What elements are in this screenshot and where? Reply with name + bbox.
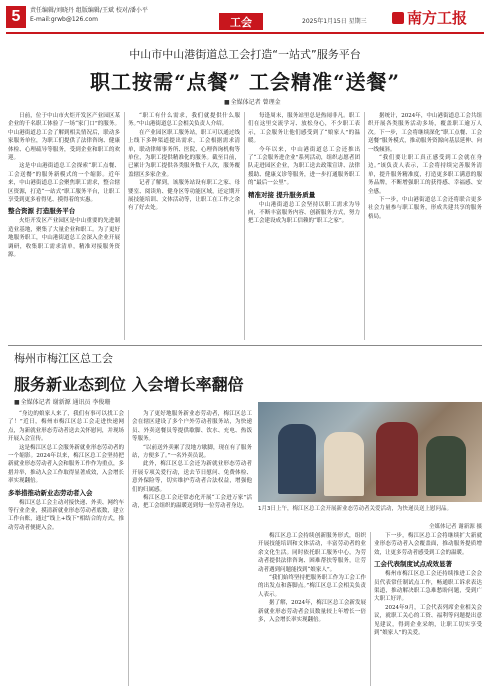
paragraph: 下一步，中山港街道总工会还将联合更多社会力量参与职工服务，形成共建共享的服务格局。 <box>368 197 482 220</box>
article1-column-2 <box>128 112 240 340</box>
article1-column-3 <box>248 112 360 340</box>
photo-caption: 1月3日上午，梅江区总工会开展新业态劳动者关爱活动，为快递员送上慰问品。 <box>258 506 453 512</box>
paragraph: 在产业园区职工服务站，职工可以通过线上线下多种渠道提出需求，工会根据需求清单，联动律师事务所、医院、心理咨询机构等单位，为职工提供精准化的服务。截至目前，已累计为职工提供各类服务数千人次，服务覆盖辖区多家企业。 <box>128 129 240 178</box>
photo-figure <box>426 436 466 496</box>
paragraph: 2024年9月，工会代表列席企业相关会议，就职工关心的工资、福利等问题提出意见建议，得到企业采纳，让职工切实享受到“娘家人”的关爱。 <box>374 604 482 637</box>
photo-figure <box>324 432 364 496</box>
article2-kicker: 梅州市梅江区总工会 <box>14 352 113 365</box>
paragraph: 每逢周末，服务站里总是热闹非凡。职工们在这里交流学习、放松身心，不少职工表示，工会服务让他们感受到了“娘家人”的温暖。 <box>248 113 360 145</box>
paragraph: “我们要让职工真正感受到工会就在身边。”该负责人表示，工会将持续完善服务清单，提升服务精准度，打造更多职工满意的服务品牌，不断增强职工的获得感、幸福感、安全感。 <box>368 155 482 195</box>
paragraph: 这是梅江区总工会服务新就业形态劳动者的一个缩影。2024年以来，梅江区总工会坚持把新就业形态劳动者入会和服务工作作为重点，多措并举，推动入会工作取得显著成效，入会增长率实现翻倍。 <box>8 444 124 485</box>
photo-figure <box>376 422 418 496</box>
article2-column-1 <box>8 410 124 686</box>
article2-column-4 <box>374 532 482 686</box>
article2-subheading-1: 多举措推动新业态劳动者入会 <box>8 488 93 497</box>
masthead <box>0 0 490 36</box>
article1-byline: ■ 全媒体记者 曾理金 <box>224 97 281 106</box>
paragraph: “以前送外卖累了没地方歇脚，现在有了服务站，方便多了。”一名外卖员说。 <box>132 444 252 460</box>
page-number: 5 <box>6 6 26 28</box>
paragraph: “我们始终坚持把服务职工作为工会工作的出发点和落脚点。”梅江区总工会相关负责人表示。 <box>258 575 366 598</box>
article-separator <box>8 345 482 346</box>
paragraph: 这是中山港街道总工会探索“职工点餐、工会送餐”的服务新模式的一个缩影。近年来，中山港街道总工会聚焦职工需求，整合辖区资源，打造“一站式”职工服务平台，让职工享受到更多看得见、摸得着的实惠。 <box>8 163 120 204</box>
column-divider <box>244 112 245 340</box>
paragraph: “职工有什么需求，我们就提供什么服务。”中山港街道总工会相关负责人介绍。 <box>128 113 240 128</box>
paragraph: 为了更好地服务新业态劳动者，梅江区总工会在辖区建设了多个户外劳动者服务站，为快递员、外卖送餐员等提供歇脚、饮水、充电、热饭等服务。 <box>132 411 252 443</box>
paragraph: 今年以来，中山港街道总工会还推出了“工会服务进企业”系列活动，组织志愿者团队走进园区企业，为职工送去政策宣讲、法律援助、健康义诊等服务，进一步打通服务职工的“最后一公里”。 <box>248 146 360 187</box>
photo-credit: 全媒体记者 谢新源 摄 <box>429 524 482 530</box>
paragraph: 此外，梅江区总工会还为新就业形态劳动者开展专项关爱行动，送去节日慰问、免费体检、意外保险等，切实维护劳动者合法权益，增强他们的归属感。 <box>132 461 252 493</box>
article2-column-2 <box>132 410 252 686</box>
paragraph: “身边的娘家人来了，我们有事可以找工会了！”近日，梅州市梅江区总工会走进快递网点，为新就业形态劳动者送去关怀慰问，并现场开展入会宣传。 <box>8 411 124 443</box>
issue-date: 2025年1月15日 星期三 <box>302 18 367 25</box>
article1-kicker: 中山市中山港街道总工会打造“一站式”服务平台 <box>129 48 361 61</box>
logo-icon <box>392 12 404 24</box>
paragraph: 梅江区总工会主动对接快递、外卖、网约车等行业企业，摸清新就业形态劳动者底数，建立工作台账，通过“线上+线下”相结合的方式，推动劳动者便捷入会。 <box>8 499 124 531</box>
article2-subheading-2: 工会代表制度试点成效显著 <box>374 560 452 569</box>
article1-headline: 职工按需“点餐” 工会精准“送餐” <box>90 70 400 94</box>
logo-text: 南方工报 <box>407 9 468 27</box>
column-divider <box>128 410 129 686</box>
paragraph: 记者了解到，该服务站设有职工之家、母婴室、阅读角、健身区等功能区域，还定期开展技能培训、文体活动等，让职工在工作之余有了好去处。 <box>128 180 240 212</box>
editor-credits: 责任编辑/刘晓丹 组版编辑/王斌 校对/潘小平 E-mail:grwb@126.com <box>30 7 148 23</box>
paragraph: 梅江区总工会还常态化开展“工会进万家”活动，把工会组织的温暖送到每一位劳动者身边。 <box>132 495 252 510</box>
paragraph: 据统计，2024年，中山港街道总工会共组织开展各类服务活动多场，覆盖职工逾万人次。下一步，工会将继续深化“职工点餐、工会送餐”服务模式，推动服务资源向基层延伸、向一线倾斜。 <box>368 113 482 153</box>
paragraph: 梅江区总工会持续创新服务形式，组织开展技能培训和文体活动，丰富劳动者的业余文化生活。同时依托职工服务中心，为劳动者提供法律咨询、困难帮扶等服务，让劳动者遇到问题能找到“娘家人”。 <box>258 533 366 573</box>
photo-figure <box>278 424 316 494</box>
article2-column-3 <box>258 532 366 686</box>
paragraph: 火炬开发区产业园区是中山重要的先进制造业基地，聚集了大量企业和职工。为了更好地服务职工，中山港街道总工会深入企业开展调研，收集职工需求清单，精准对接服务资源。 <box>8 218 120 259</box>
paragraph: 日前，位于中山市火炬开发区产业园区某企业的千名职工体验了一场“家门口”的服务。中山港街道总工会了解到相关情况后，联动多家服务单位，为职工们提供了法律咨询、健康体检、心理疏导等服务，受到企业和职工的欢迎。 <box>8 113 120 162</box>
paragraph: 据了解，2024年，梅江区总工会新发展新就业形态劳动者会员数量较上年增长一倍多，入会增长率实现翻倍。 <box>258 600 366 624</box>
section-label: 工会 <box>219 13 263 30</box>
newspaper-logo <box>392 7 467 28</box>
paragraph: 中山港街道总工会坚持以职工需求为导向，不断丰富服务内容、创新服务方式，努力把工会建设成为职工信赖的“职工之家”。 <box>248 201 360 225</box>
news-photo <box>258 402 482 502</box>
article2-headline: 服务新业态到位 入会增长率翻倍 <box>14 375 244 394</box>
paragraph: 下一步，梅江区总工会将继续扩大新就业形态劳动者入会覆盖面，推动服务提质增效，让更多劳动者感受到工会的温暖。 <box>374 533 482 556</box>
article1-column-4 <box>368 112 482 340</box>
masthead-rule <box>6 32 484 34</box>
paragraph: 梅州市梅江区总工会还持续推进工会会员代表常任制试点工作，畅通职工诉求表达渠道，推动解决职工急难愁盼问题，受到广大职工好评。 <box>374 571 482 603</box>
article1-column-1 <box>8 112 120 340</box>
article2-byline: ■ 全媒体记者 谢新源 通讯员 李俊珊 <box>14 397 110 406</box>
column-divider <box>364 112 365 340</box>
column-divider <box>124 112 125 340</box>
article1-subheading-2: 精准对接 提升服务质量 <box>248 190 316 199</box>
article1-subheading-1: 整合资源 打造服务平台 <box>8 207 76 216</box>
column-divider <box>370 532 371 686</box>
